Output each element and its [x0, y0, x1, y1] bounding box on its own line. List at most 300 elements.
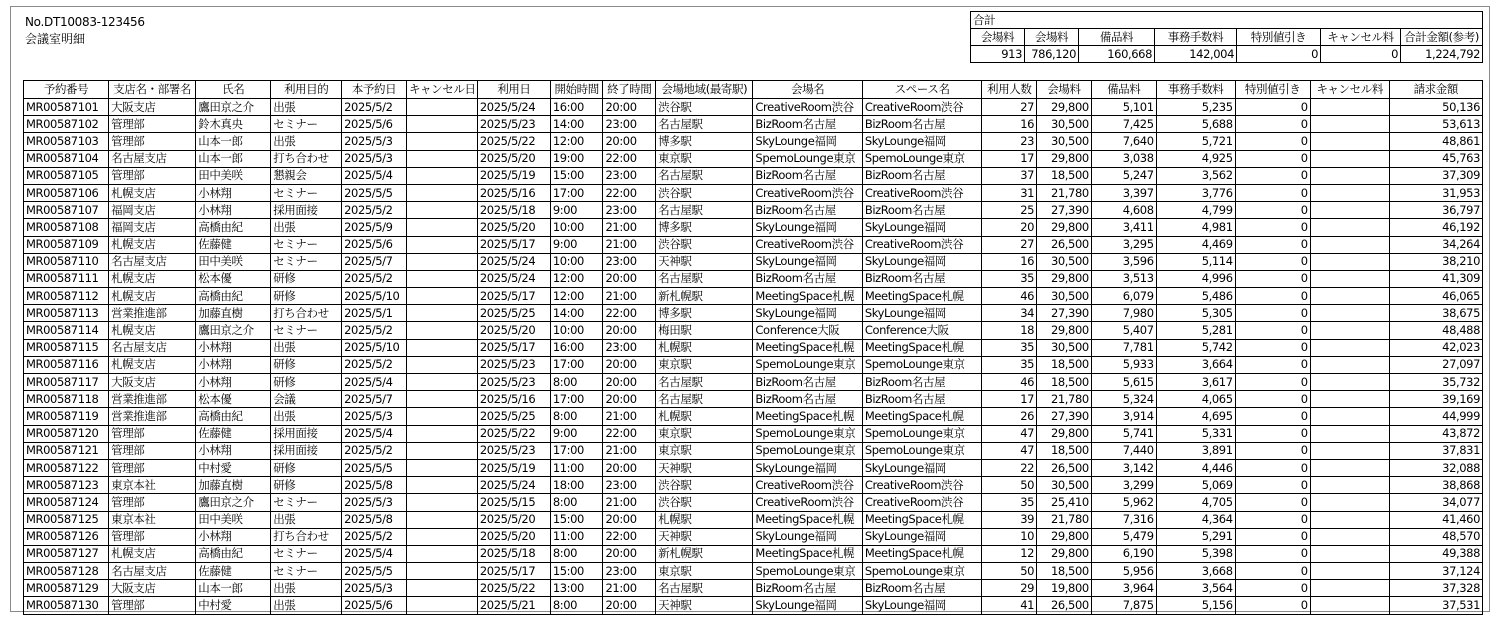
- cell-billed-amount: 36,797: [1389, 202, 1482, 219]
- cell-cancel-fee: [1310, 494, 1389, 511]
- cell-use-date: 2025/5/21: [477, 597, 550, 614]
- cell-equipment-fee: 6,190: [1091, 545, 1156, 562]
- cell-venue-name: CreativeRoom渋谷: [753, 184, 862, 201]
- summary-header: 備品料: [1079, 29, 1155, 46]
- cell-space-name: SkyLounge福岡: [862, 133, 982, 150]
- cell-person-name: 高橋由紀: [196, 219, 271, 236]
- cell-equipment-fee: 7,425: [1091, 116, 1156, 133]
- cell-cancel-fee: [1310, 528, 1389, 545]
- cell-use-date: 2025/5/20: [477, 219, 550, 236]
- cell-booking-date: 2025/5/5: [342, 459, 407, 476]
- cell-venue-area: 東京駅: [656, 150, 753, 167]
- cell-cancel-date: [406, 597, 477, 614]
- cell-booking-date: 2025/5/3: [342, 150, 407, 167]
- cell-special-discount: 0: [1235, 528, 1310, 545]
- cell-reservation-no: MR00587127: [24, 545, 109, 562]
- cell-cancel-fee: [1310, 356, 1389, 373]
- cell-billed-amount: 41,309: [1389, 270, 1482, 287]
- cell-venue-area: 東京駅: [656, 442, 753, 459]
- cell-booking-date: 2025/5/2: [342, 528, 407, 545]
- cell-venue-area: 名古屋駅: [656, 167, 753, 184]
- cell-billed-amount: 45,763: [1389, 150, 1482, 167]
- cell-cancel-date: [406, 442, 477, 459]
- summary-title: 合計: [971, 12, 1483, 29]
- cell-person-name: 小林翔: [196, 374, 271, 391]
- cell-special-discount: 0: [1235, 219, 1310, 236]
- cell-venue-name: SpemoLounge東京: [753, 356, 862, 373]
- cell-attendees: 35: [982, 356, 1037, 373]
- cell-cancel-fee: [1310, 477, 1389, 494]
- cell-attendees: 18: [982, 322, 1037, 339]
- header-special-discount: 特別値引き: [1235, 81, 1310, 99]
- cell-branch: 札幌支店: [109, 288, 196, 305]
- header-equipment-fee: 備品料: [1091, 81, 1156, 99]
- cell-end-time: 23:00: [603, 563, 656, 580]
- cell-branch: 管理部: [109, 425, 196, 442]
- cell-use-date: 2025/5/18: [477, 202, 550, 219]
- cell-special-discount: 0: [1235, 99, 1310, 116]
- cell-special-discount: 0: [1235, 442, 1310, 459]
- cell-handling-fee: 5,305: [1156, 305, 1235, 322]
- cell-venue-fee: 21,780: [1037, 184, 1092, 201]
- cell-equipment-fee: 7,316: [1091, 511, 1156, 528]
- cell-venue-fee: 27,390: [1037, 408, 1092, 425]
- cell-cancel-date: [406, 270, 477, 287]
- cell-branch: 名古屋支店: [109, 563, 196, 580]
- cell-start-time: 17:00: [550, 442, 603, 459]
- cell-venue-name: BizRoom名古屋: [753, 202, 862, 219]
- table-row: [24, 322, 1483, 339]
- cell-branch: 札幌支店: [109, 356, 196, 373]
- header-cancel-fee: キャンセル料: [1310, 81, 1389, 99]
- cell-venue-fee: 25,410: [1037, 494, 1092, 511]
- cell-reservation-no: MR00587101: [24, 99, 109, 116]
- cell-booking-date: 2025/5/4: [342, 374, 407, 391]
- cell-purpose: 採用面接: [271, 202, 342, 219]
- cell-handling-fee: 3,776: [1156, 184, 1235, 201]
- header-venue-name: 会場名: [753, 81, 862, 99]
- cell-person-name: 加藤直樹: [196, 305, 271, 322]
- cell-booking-date: 2025/5/2: [342, 442, 407, 459]
- table-row: [24, 511, 1483, 528]
- cell-special-discount: 0: [1235, 494, 1310, 511]
- cell-end-time: 21:00: [603, 408, 656, 425]
- cell-venue-name: BizRoom名古屋: [753, 374, 862, 391]
- cell-space-name: SkyLounge福岡: [862, 253, 982, 270]
- cell-special-discount: 0: [1235, 477, 1310, 494]
- cell-person-name: 佐藤健: [196, 563, 271, 580]
- cell-venue-name: MeetingSpace札幌: [753, 408, 862, 425]
- cell-cancel-date: [406, 408, 477, 425]
- cell-cancel-date: [406, 99, 477, 116]
- cell-venue-name: BizRoom名古屋: [753, 580, 862, 597]
- cell-start-time: 16:00: [550, 339, 603, 356]
- table-row: [24, 597, 1483, 614]
- cell-end-time: 20:00: [603, 545, 656, 562]
- cell-start-time: 8:00: [550, 494, 603, 511]
- cell-cancel-fee: [1310, 391, 1389, 408]
- cell-branch: 札幌支店: [109, 545, 196, 562]
- cell-equipment-fee: 3,411: [1091, 219, 1156, 236]
- cell-space-name: SkyLounge福岡: [862, 528, 982, 545]
- cell-venue-area: 渋谷駅: [656, 184, 753, 201]
- cell-reservation-no: MR00587114: [24, 322, 109, 339]
- table-row: [24, 167, 1483, 184]
- cell-special-discount: 0: [1235, 133, 1310, 150]
- cell-venue-fee: 26,500: [1037, 236, 1092, 253]
- cell-billed-amount: 50,136: [1389, 99, 1482, 116]
- cell-person-name: 小林翔: [196, 442, 271, 459]
- cell-person-name: 山本一郎: [196, 133, 271, 150]
- cell-equipment-fee: 5,741: [1091, 425, 1156, 442]
- cell-billed-amount: 37,124: [1389, 563, 1482, 580]
- cell-start-time: 17:00: [550, 184, 603, 201]
- cell-space-name: CreativeRoom渋谷: [862, 184, 982, 201]
- cell-space-name: Conference大阪: [862, 322, 982, 339]
- cell-space-name: SpemoLounge東京: [862, 563, 982, 580]
- cell-billed-amount: 38,210: [1389, 253, 1482, 270]
- cell-venue-name: SkyLounge福岡: [753, 305, 862, 322]
- summary-header: 事務手数料: [1155, 29, 1237, 46]
- cell-handling-fee: 3,891: [1156, 442, 1235, 459]
- table-row: [24, 202, 1483, 219]
- cell-handling-fee: 5,331: [1156, 425, 1235, 442]
- cell-equipment-fee: 5,101: [1091, 99, 1156, 116]
- cell-booking-date: 2025/5/6: [342, 236, 407, 253]
- cell-person-name: 鈴木真央: [196, 116, 271, 133]
- cell-person-name: 小林翔: [196, 356, 271, 373]
- cell-equipment-fee: 3,964: [1091, 580, 1156, 597]
- cell-venue-fee: 21,780: [1037, 391, 1092, 408]
- cell-cancel-date: [406, 563, 477, 580]
- cell-cancel-date: [406, 391, 477, 408]
- cell-space-name: BizRoom名古屋: [862, 167, 982, 184]
- header-purpose: 利用目的: [271, 81, 342, 99]
- cell-use-date: 2025/5/24: [477, 270, 550, 287]
- cell-branch: 札幌支店: [109, 184, 196, 201]
- cell-use-date: 2025/5/25: [477, 408, 550, 425]
- cell-end-time: 22:00: [603, 150, 656, 167]
- cell-billed-amount: 48,570: [1389, 528, 1482, 545]
- cell-space-name: BizRoom名古屋: [862, 580, 982, 597]
- cell-branch: 札幌支店: [109, 322, 196, 339]
- cell-attendees: 50: [982, 563, 1037, 580]
- cell-handling-fee: 5,721: [1156, 133, 1235, 150]
- cell-start-time: 14:00: [550, 116, 603, 133]
- cell-use-date: 2025/5/22: [477, 425, 550, 442]
- cell-person-name: 田中美咲: [196, 253, 271, 270]
- cell-billed-amount: 31,953: [1389, 184, 1482, 201]
- cell-booking-date: 2025/5/3: [342, 408, 407, 425]
- cell-purpose: 会議: [271, 391, 342, 408]
- cell-special-discount: 0: [1235, 322, 1310, 339]
- summary-header: 合計金額(参考): [1401, 29, 1483, 46]
- cell-space-name: MeetingSpace札幌: [862, 545, 982, 562]
- cell-venue-name: SpemoLounge東京: [753, 442, 862, 459]
- cell-branch: 営業推進部: [109, 408, 196, 425]
- cell-purpose: 出張: [271, 133, 342, 150]
- cell-branch: 札幌支店: [109, 236, 196, 253]
- cell-booking-date: 2025/5/5: [342, 184, 407, 201]
- cell-space-name: CreativeRoom渋谷: [862, 494, 982, 511]
- cell-person-name: 加藤直樹: [196, 477, 271, 494]
- cell-person-name: 鷹田京之介: [196, 99, 271, 116]
- cell-attendees: 16: [982, 116, 1037, 133]
- cell-start-time: 15:00: [550, 563, 603, 580]
- cell-venue-area: 名古屋駅: [656, 270, 753, 287]
- cell-equipment-fee: 3,299: [1091, 477, 1156, 494]
- cell-start-time: 17:00: [550, 356, 603, 373]
- cell-person-name: 山本一郎: [196, 150, 271, 167]
- cell-start-time: 12:00: [550, 288, 603, 305]
- cell-handling-fee: 3,668: [1156, 563, 1235, 580]
- table-row: [24, 563, 1483, 580]
- cell-venue-fee: 30,500: [1037, 288, 1092, 305]
- cell-purpose: セミナー: [271, 563, 342, 580]
- cell-start-time: 13:00: [550, 580, 603, 597]
- table-row: [24, 288, 1483, 305]
- cell-billed-amount: 27,097: [1389, 356, 1482, 373]
- cell-branch: 管理部: [109, 116, 196, 133]
- table-row: [24, 305, 1483, 322]
- cell-end-time: 23:00: [603, 202, 656, 219]
- cell-branch: 東京本社: [109, 511, 196, 528]
- cell-booking-date: 2025/5/6: [342, 116, 407, 133]
- cell-booking-date: 2025/5/4: [342, 425, 407, 442]
- cell-cancel-fee: [1310, 202, 1389, 219]
- cell-equipment-fee: 5,933: [1091, 356, 1156, 373]
- cell-person-name: 高橋由紀: [196, 408, 271, 425]
- cell-person-name: 松本優: [196, 391, 271, 408]
- cell-reservation-no: MR00587128: [24, 563, 109, 580]
- cell-cancel-fee: [1310, 99, 1389, 116]
- cell-person-name: 小林翔: [196, 528, 271, 545]
- cell-booking-date: 2025/5/10: [342, 339, 407, 356]
- cell-use-date: 2025/5/24: [477, 99, 550, 116]
- cell-venue-fee: 30,500: [1037, 133, 1092, 150]
- cell-booking-date: 2025/5/4: [342, 167, 407, 184]
- cell-purpose: 研修: [271, 374, 342, 391]
- cell-reservation-no: MR00587106: [24, 184, 109, 201]
- cell-space-name: MeetingSpace札幌: [862, 339, 982, 356]
- cell-cancel-date: [406, 253, 477, 270]
- table-row: [24, 442, 1483, 459]
- cell-end-time: 20:00: [603, 270, 656, 287]
- cell-space-name: SkyLounge福岡: [862, 219, 982, 236]
- cell-purpose: 研修: [271, 270, 342, 287]
- cell-billed-amount: 46,065: [1389, 288, 1482, 305]
- cell-venue-area: 博多駅: [656, 133, 753, 150]
- cell-venue-name: MeetingSpace札幌: [753, 288, 862, 305]
- cell-equipment-fee: 5,407: [1091, 322, 1156, 339]
- cell-end-time: 20:00: [603, 374, 656, 391]
- cell-attendees: 17: [982, 150, 1037, 167]
- cell-cancel-date: [406, 374, 477, 391]
- cell-venue-name: CreativeRoom渋谷: [753, 99, 862, 116]
- cell-venue-name: CreativeRoom渋谷: [753, 236, 862, 253]
- cell-space-name: MeetingSpace札幌: [862, 511, 982, 528]
- cell-branch: 福岡支店: [109, 202, 196, 219]
- cell-use-date: 2025/5/25: [477, 305, 550, 322]
- cell-handling-fee: 4,996: [1156, 270, 1235, 287]
- cell-billed-amount: 39,169: [1389, 391, 1482, 408]
- cell-venue-area: 名古屋駅: [656, 116, 753, 133]
- cell-venue-area: 札幌駅: [656, 339, 753, 356]
- cell-attendees: 25: [982, 202, 1037, 219]
- cell-special-discount: 0: [1235, 167, 1310, 184]
- document-title: 会議室明細: [25, 32, 86, 46]
- cell-branch: 管理部: [109, 133, 196, 150]
- cell-cancel-fee: [1310, 219, 1389, 236]
- cell-cancel-fee: [1310, 288, 1389, 305]
- cell-cancel-date: [406, 116, 477, 133]
- cell-space-name: SpemoLounge東京: [862, 442, 982, 459]
- table-row: [24, 356, 1483, 373]
- cell-billed-amount: 48,861: [1389, 133, 1482, 150]
- cell-venue-area: 東京駅: [656, 425, 753, 442]
- cell-person-name: 山本一郎: [196, 580, 271, 597]
- cell-purpose: 研修: [271, 356, 342, 373]
- cell-venue-area: 渋谷駅: [656, 236, 753, 253]
- cell-venue-fee: 26,500: [1037, 597, 1092, 614]
- cell-handling-fee: 4,446: [1156, 459, 1235, 476]
- cell-handling-fee: 4,925: [1156, 150, 1235, 167]
- cell-branch: 管理部: [109, 459, 196, 476]
- cell-equipment-fee: 7,875: [1091, 597, 1156, 614]
- cell-cancel-fee: [1310, 374, 1389, 391]
- cell-cancel-date: [406, 236, 477, 253]
- cell-purpose: 採用面接: [271, 442, 342, 459]
- header-person-name: 氏名: [196, 81, 271, 99]
- cell-equipment-fee: 7,440: [1091, 442, 1156, 459]
- cell-start-time: 18:00: [550, 477, 603, 494]
- cell-billed-amount: 38,868: [1389, 477, 1482, 494]
- cell-branch: 名古屋支店: [109, 253, 196, 270]
- cell-branch: 名古屋支店: [109, 150, 196, 167]
- cell-booking-date: 2025/5/2: [342, 202, 407, 219]
- cell-venue-area: 渋谷駅: [656, 477, 753, 494]
- summary-value: 786,120: [1025, 46, 1079, 63]
- cell-attendees: 46: [982, 288, 1037, 305]
- table-header-row: [24, 81, 1483, 99]
- cell-booking-date: 2025/5/3: [342, 494, 407, 511]
- cell-venue-name: BizRoom名古屋: [753, 391, 862, 408]
- cell-start-time: 10:00: [550, 253, 603, 270]
- cell-end-time: 20:00: [603, 356, 656, 373]
- cell-reservation-no: MR00587103: [24, 133, 109, 150]
- cell-branch: 管理部: [109, 597, 196, 614]
- cell-use-date: 2025/5/24: [477, 477, 550, 494]
- table-row: [24, 184, 1483, 201]
- cell-cancel-date: [406, 219, 477, 236]
- cell-cancel-fee: [1310, 184, 1389, 201]
- cell-branch: 営業推進部: [109, 305, 196, 322]
- cell-cancel-fee: [1310, 167, 1389, 184]
- cell-venue-name: SkyLounge福岡: [753, 219, 862, 236]
- cell-start-time: 12:00: [550, 133, 603, 150]
- cell-reservation-no: MR00587115: [24, 339, 109, 356]
- cell-booking-date: 2025/5/2: [342, 322, 407, 339]
- cell-space-name: BizRoom名古屋: [862, 270, 982, 287]
- cell-reservation-no: MR00587104: [24, 150, 109, 167]
- cell-attendees: 12: [982, 545, 1037, 562]
- cell-space-name: BizRoom名古屋: [862, 391, 982, 408]
- cell-space-name: CreativeRoom渋谷: [862, 236, 982, 253]
- cell-cancel-fee: [1310, 236, 1389, 253]
- cell-attendees: 37: [982, 167, 1037, 184]
- cell-attendees: 35: [982, 339, 1037, 356]
- cell-venue-name: MeetingSpace札幌: [753, 545, 862, 562]
- cell-space-name: SkyLounge福岡: [862, 459, 982, 476]
- cell-space-name: SpemoLounge東京: [862, 425, 982, 442]
- cell-reservation-no: MR00587113: [24, 305, 109, 322]
- cell-special-discount: 0: [1235, 545, 1310, 562]
- table-row: [24, 477, 1483, 494]
- cell-purpose: 懇親会: [271, 167, 342, 184]
- cell-venue-area: 東京駅: [656, 356, 753, 373]
- cell-venue-fee: 21,780: [1037, 511, 1092, 528]
- cell-special-discount: 0: [1235, 236, 1310, 253]
- cell-space-name: BizRoom名古屋: [862, 116, 982, 133]
- table-row: [24, 236, 1483, 253]
- cell-billed-amount: 35,732: [1389, 374, 1482, 391]
- cell-reservation-no: MR00587116: [24, 356, 109, 373]
- cell-use-date: 2025/5/17: [477, 288, 550, 305]
- cell-reservation-no: MR00587123: [24, 477, 109, 494]
- cell-venue-area: 天神駅: [656, 459, 753, 476]
- cell-cancel-date: [406, 184, 477, 201]
- cell-attendees: 26: [982, 408, 1037, 425]
- cell-billed-amount: 34,264: [1389, 236, 1482, 253]
- cell-branch: 管理部: [109, 442, 196, 459]
- cell-use-date: 2025/5/15: [477, 494, 550, 511]
- cell-reservation-no: MR00587121: [24, 442, 109, 459]
- cell-equipment-fee: 5,479: [1091, 528, 1156, 545]
- cell-cancel-fee: [1310, 597, 1389, 614]
- table-row: [24, 339, 1483, 356]
- cell-person-name: 佐藤健: [196, 236, 271, 253]
- cell-venue-name: SkyLounge福岡: [753, 133, 862, 150]
- cell-venue-area: 天神駅: [656, 528, 753, 545]
- cell-venue-name: SkyLounge福岡: [753, 253, 862, 270]
- cell-cancel-date: [406, 322, 477, 339]
- cell-space-name: MeetingSpace札幌: [862, 408, 982, 425]
- cell-venue-area: 渋谷駅: [656, 494, 753, 511]
- cell-cancel-fee: [1310, 116, 1389, 133]
- cell-use-date: 2025/5/23: [477, 374, 550, 391]
- table-row: [24, 374, 1483, 391]
- cell-equipment-fee: 3,596: [1091, 253, 1156, 270]
- cell-cancel-date: [406, 511, 477, 528]
- cell-cancel-fee: [1310, 322, 1389, 339]
- cell-branch: 東京本社: [109, 477, 196, 494]
- summary-header: 会場料: [971, 29, 1025, 46]
- cell-venue-fee: 29,800: [1037, 528, 1092, 545]
- cell-start-time: 10:00: [550, 219, 603, 236]
- cell-end-time: 23:00: [603, 477, 656, 494]
- cell-equipment-fee: 6,079: [1091, 288, 1156, 305]
- cell-booking-date: 2025/5/2: [342, 99, 407, 116]
- cell-billed-amount: 37,309: [1389, 167, 1482, 184]
- cell-equipment-fee: 3,513: [1091, 270, 1156, 287]
- cell-purpose: 出張: [271, 580, 342, 597]
- cell-start-time: 9:00: [550, 425, 603, 442]
- cell-purpose: 出張: [271, 339, 342, 356]
- cell-equipment-fee: 5,324: [1091, 391, 1156, 408]
- cell-venue-fee: 27,390: [1037, 202, 1092, 219]
- cell-use-date: 2025/5/24: [477, 253, 550, 270]
- cell-start-time: 9:00: [550, 236, 603, 253]
